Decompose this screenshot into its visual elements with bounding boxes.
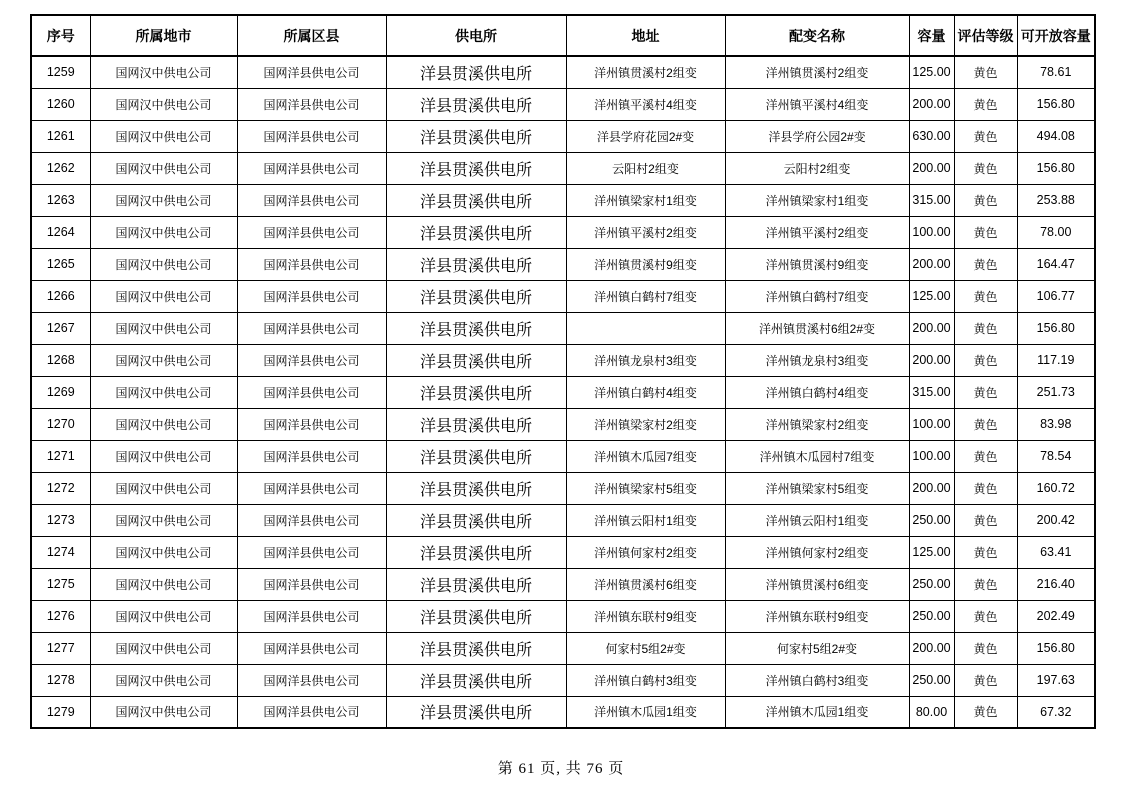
cell-county: 国网洋县供电公司 [237, 472, 386, 504]
cell-address: 洋州镇梁家村2组变 [566, 408, 725, 440]
cell-transformer: 洋州镇何家村2组变 [725, 536, 909, 568]
cell-open_capacity: 106.77 [1017, 280, 1095, 312]
cell-grade: 黄色 [954, 568, 1017, 600]
cell-capacity: 100.00 [909, 440, 954, 472]
table-header-row [31, 15, 1095, 56]
cell-county: 国网洋县供电公司 [237, 440, 386, 472]
cell-capacity: 125.00 [909, 280, 954, 312]
cell-county: 国网洋县供电公司 [237, 344, 386, 376]
cell-county: 国网洋县供电公司 [237, 696, 386, 728]
cell-transformer: 洋州镇平溪村2组变 [725, 216, 909, 248]
cell-open_capacity: 253.88 [1017, 184, 1095, 216]
cell-capacity: 250.00 [909, 504, 954, 536]
cell-address: 洋州镇木瓜园7组变 [566, 440, 725, 472]
cell-grade: 黄色 [954, 344, 1017, 376]
cell-station: 洋县贯溪供电所 [386, 696, 566, 728]
cell-city: 国网汉中供电公司 [90, 312, 237, 344]
cell-city: 国网汉中供电公司 [90, 568, 237, 600]
cell-capacity: 125.00 [909, 56, 954, 88]
cell-address: 云阳村2组变 [566, 152, 725, 184]
cell-transformer: 洋州镇梁家村1组变 [725, 184, 909, 216]
table-row [31, 472, 1095, 504]
cell-grade: 黄色 [954, 88, 1017, 120]
cell-serial: 1278 [31, 664, 90, 696]
table-row [31, 504, 1095, 536]
cell-open_capacity: 216.40 [1017, 568, 1095, 600]
cell-open_capacity: 63.41 [1017, 536, 1095, 568]
cell-serial: 1274 [31, 536, 90, 568]
cell-county: 国网洋县供电公司 [237, 504, 386, 536]
cell-open_capacity: 251.73 [1017, 376, 1095, 408]
cell-grade: 黄色 [954, 216, 1017, 248]
cell-county: 国网洋县供电公司 [237, 56, 386, 88]
cell-open_capacity: 78.00 [1017, 216, 1095, 248]
cell-capacity: 250.00 [909, 568, 954, 600]
cell-county: 国网洋县供电公司 [237, 632, 386, 664]
cell-address: 洋州镇木瓜园1组变 [566, 696, 725, 728]
cell-capacity: 315.00 [909, 184, 954, 216]
cell-address: 洋州镇平溪村4组变 [566, 88, 725, 120]
cell-city: 国网汉中供电公司 [90, 216, 237, 248]
cell-capacity: 315.00 [909, 376, 954, 408]
cell-transformer: 洋州镇东联村9组变 [725, 600, 909, 632]
cell-serial: 1266 [31, 280, 90, 312]
cell-serial: 1269 [31, 376, 90, 408]
cell-open_capacity: 156.80 [1017, 152, 1095, 184]
table-body [31, 56, 1095, 728]
cell-capacity: 100.00 [909, 216, 954, 248]
cell-grade: 黄色 [954, 696, 1017, 728]
cell-station: 洋县贯溪供电所 [386, 248, 566, 280]
cell-city: 国网汉中供电公司 [90, 632, 237, 664]
cell-grade: 黄色 [954, 312, 1017, 344]
cell-grade: 黄色 [954, 248, 1017, 280]
cell-capacity: 200.00 [909, 152, 954, 184]
column-header-station: 供电所 [386, 15, 566, 56]
table-row [31, 536, 1095, 568]
cell-capacity: 80.00 [909, 696, 954, 728]
cell-station: 洋县贯溪供电所 [386, 120, 566, 152]
cell-address [566, 312, 725, 344]
cell-city: 国网汉中供电公司 [90, 184, 237, 216]
cell-county: 国网洋县供电公司 [237, 152, 386, 184]
cell-transformer: 洋州镇白鹤村3组变 [725, 664, 909, 696]
cell-transformer: 洋州镇贯溪村9组变 [725, 248, 909, 280]
cell-address: 洋州镇白鹤村4组变 [566, 376, 725, 408]
table-row [31, 120, 1095, 152]
cell-city: 国网汉中供电公司 [90, 376, 237, 408]
cell-serial: 1271 [31, 440, 90, 472]
cell-capacity: 630.00 [909, 120, 954, 152]
cell-station: 洋县贯溪供电所 [386, 568, 566, 600]
cell-open_capacity: 67.32 [1017, 696, 1095, 728]
cell-grade: 黄色 [954, 152, 1017, 184]
cell-capacity: 200.00 [909, 88, 954, 120]
cell-county: 国网洋县供电公司 [237, 248, 386, 280]
cell-serial: 1272 [31, 472, 90, 504]
cell-capacity: 200.00 [909, 248, 954, 280]
cell-grade: 黄色 [954, 504, 1017, 536]
cell-station: 洋县贯溪供电所 [386, 472, 566, 504]
cell-serial: 1267 [31, 312, 90, 344]
cell-grade: 黄色 [954, 120, 1017, 152]
cell-station: 洋县贯溪供电所 [386, 216, 566, 248]
cell-capacity: 200.00 [909, 472, 954, 504]
cell-capacity: 125.00 [909, 536, 954, 568]
cell-city: 国网汉中供电公司 [90, 440, 237, 472]
cell-city: 国网汉中供电公司 [90, 248, 237, 280]
cell-address: 洋州镇云阳村1组变 [566, 504, 725, 536]
cell-transformer: 洋州镇贯溪村6组2#变 [725, 312, 909, 344]
cell-transformer: 洋州镇梁家村5组变 [725, 472, 909, 504]
cell-serial: 1277 [31, 632, 90, 664]
cell-county: 国网洋县供电公司 [237, 312, 386, 344]
cell-open_capacity: 197.63 [1017, 664, 1095, 696]
cell-city: 国网汉中供电公司 [90, 504, 237, 536]
table-row [31, 568, 1095, 600]
cell-transformer: 洋州镇木瓜园1组变 [725, 696, 909, 728]
cell-serial: 1275 [31, 568, 90, 600]
table-row [31, 88, 1095, 120]
cell-open_capacity: 78.54 [1017, 440, 1095, 472]
table-row [31, 664, 1095, 696]
cell-open_capacity: 156.80 [1017, 312, 1095, 344]
cell-open_capacity: 117.19 [1017, 344, 1095, 376]
cell-city: 国网汉中供电公司 [90, 664, 237, 696]
cell-serial: 1264 [31, 216, 90, 248]
cell-station: 洋县贯溪供电所 [386, 600, 566, 632]
cell-grade: 黄色 [954, 536, 1017, 568]
cell-station: 洋县贯溪供电所 [386, 632, 566, 664]
cell-county: 国网洋县供电公司 [237, 408, 386, 440]
cell-address: 洋州镇梁家村1组变 [566, 184, 725, 216]
cell-county: 国网洋县供电公司 [237, 88, 386, 120]
cell-county: 国网洋县供电公司 [237, 664, 386, 696]
cell-city: 国网汉中供电公司 [90, 344, 237, 376]
cell-address: 洋州镇贯溪村6组变 [566, 568, 725, 600]
cell-serial: 1259 [31, 56, 90, 88]
cell-city: 国网汉中供电公司 [90, 280, 237, 312]
column-header-open_capacity: 可开放容量 [1017, 15, 1095, 56]
cell-transformer: 洋州镇梁家村2组变 [725, 408, 909, 440]
cell-transformer: 洋县学府公园2#变 [725, 120, 909, 152]
cell-grade: 黄色 [954, 472, 1017, 504]
table-row [31, 696, 1095, 728]
table-row [31, 216, 1095, 248]
cell-capacity: 250.00 [909, 600, 954, 632]
cell-station: 洋县贯溪供电所 [386, 664, 566, 696]
cell-grade: 黄色 [954, 56, 1017, 88]
cell-county: 国网洋县供电公司 [237, 536, 386, 568]
cell-city: 国网汉中供电公司 [90, 56, 237, 88]
cell-capacity: 100.00 [909, 408, 954, 440]
cell-capacity: 200.00 [909, 344, 954, 376]
cell-address: 洋州镇梁家村5组变 [566, 472, 725, 504]
cell-station: 洋县贯溪供电所 [386, 408, 566, 440]
cell-county: 国网洋县供电公司 [237, 280, 386, 312]
cell-county: 国网洋县供电公司 [237, 376, 386, 408]
cell-city: 国网汉中供电公司 [90, 120, 237, 152]
cell-grade: 黄色 [954, 408, 1017, 440]
cell-address: 洋州镇何家村2组变 [566, 536, 725, 568]
page-number-footer: 第 61 页, 共 76 页 [497, 761, 625, 777]
table-row [31, 184, 1095, 216]
cell-open_capacity: 494.08 [1017, 120, 1095, 152]
cell-county: 国网洋县供电公司 [237, 120, 386, 152]
cell-station: 洋县贯溪供电所 [386, 280, 566, 312]
cell-station: 洋县贯溪供电所 [386, 152, 566, 184]
cell-station: 洋县贯溪供电所 [386, 184, 566, 216]
cell-serial: 1263 [31, 184, 90, 216]
table-row [31, 600, 1095, 632]
cell-transformer: 洋州镇白鹤村4组变 [725, 376, 909, 408]
cell-capacity: 200.00 [909, 312, 954, 344]
cell-grade: 黄色 [954, 376, 1017, 408]
cell-county: 国网洋县供电公司 [237, 600, 386, 632]
cell-open_capacity: 164.47 [1017, 248, 1095, 280]
cell-station: 洋县贯溪供电所 [386, 504, 566, 536]
column-header-county: 所属区县 [237, 15, 386, 56]
cell-transformer: 洋州镇木瓜园村7组变 [725, 440, 909, 472]
cell-serial: 1279 [31, 696, 90, 728]
cell-open_capacity: 78.61 [1017, 56, 1095, 88]
cell-city: 国网汉中供电公司 [90, 408, 237, 440]
table-row [31, 632, 1095, 664]
cell-capacity: 250.00 [909, 664, 954, 696]
cell-county: 国网洋县供电公司 [237, 216, 386, 248]
cell-city: 国网汉中供电公司 [90, 696, 237, 728]
cell-transformer: 洋州镇白鹤村7组变 [725, 280, 909, 312]
cell-transformer: 洋州镇贯溪村6组变 [725, 568, 909, 600]
cell-station: 洋县贯溪供电所 [386, 440, 566, 472]
cell-county: 国网洋县供电公司 [237, 568, 386, 600]
cell-serial: 1268 [31, 344, 90, 376]
column-header-transformer: 配变名称 [725, 15, 909, 56]
cell-serial: 1262 [31, 152, 90, 184]
table-row [31, 440, 1095, 472]
cell-serial: 1260 [31, 88, 90, 120]
cell-city: 国网汉中供电公司 [90, 536, 237, 568]
cell-station: 洋县贯溪供电所 [386, 88, 566, 120]
cell-grade: 黄色 [954, 632, 1017, 664]
column-header-address: 地址 [566, 15, 725, 56]
cell-station: 洋县贯溪供电所 [386, 344, 566, 376]
cell-capacity: 200.00 [909, 632, 954, 664]
table-row [31, 248, 1095, 280]
cell-transformer: 洋州镇平溪村4组变 [725, 88, 909, 120]
cell-address: 何家村5组2#变 [566, 632, 725, 664]
cell-serial: 1273 [31, 504, 90, 536]
cell-grade: 黄色 [954, 664, 1017, 696]
cell-transformer: 洋州镇龙泉村3组变 [725, 344, 909, 376]
cell-open_capacity: 83.98 [1017, 408, 1095, 440]
cell-address: 洋州镇白鹤村7组变 [566, 280, 725, 312]
table-row [31, 280, 1095, 312]
cell-open_capacity: 202.49 [1017, 600, 1095, 632]
table-row [31, 344, 1095, 376]
cell-transformer: 云阳村2组变 [725, 152, 909, 184]
column-header-grade: 评估等级 [954, 15, 1017, 56]
cell-grade: 黄色 [954, 600, 1017, 632]
cell-address: 洋州镇贯溪村9组变 [566, 248, 725, 280]
cell-open_capacity: 160.72 [1017, 472, 1095, 504]
cell-serial: 1276 [31, 600, 90, 632]
cell-open_capacity: 156.80 [1017, 88, 1095, 120]
cell-grade: 黄色 [954, 280, 1017, 312]
table-row [31, 56, 1095, 88]
cell-grade: 黄色 [954, 184, 1017, 216]
cell-address: 洋州镇龙泉村3组变 [566, 344, 725, 376]
cell-city: 国网汉中供电公司 [90, 600, 237, 632]
cell-open_capacity: 156.80 [1017, 632, 1095, 664]
table-row [31, 408, 1095, 440]
cell-city: 国网汉中供电公司 [90, 88, 237, 120]
cell-city: 国网汉中供电公司 [90, 472, 237, 504]
column-header-serial: 序号 [31, 15, 90, 56]
cell-open_capacity: 200.42 [1017, 504, 1095, 536]
cell-address: 洋县学府花园2#变 [566, 120, 725, 152]
cell-address: 洋州镇平溪村2组变 [566, 216, 725, 248]
cell-transformer: 洋州镇贯溪村2组变 [725, 56, 909, 88]
cell-serial: 1261 [31, 120, 90, 152]
table-row [31, 376, 1095, 408]
cell-grade: 黄色 [954, 440, 1017, 472]
cell-city: 国网汉中供电公司 [90, 152, 237, 184]
cell-transformer: 何家村5组2#变 [725, 632, 909, 664]
cell-station: 洋县贯溪供电所 [386, 56, 566, 88]
column-header-city: 所属地市 [90, 15, 237, 56]
table-row [31, 312, 1095, 344]
cell-serial: 1265 [31, 248, 90, 280]
transformer-capacity-table [30, 14, 1096, 729]
cell-transformer: 洋州镇云阳村1组变 [725, 504, 909, 536]
cell-station: 洋县贯溪供电所 [386, 312, 566, 344]
column-header-capacity: 容量 [909, 15, 954, 56]
cell-address: 洋州镇白鹤村3组变 [566, 664, 725, 696]
cell-address: 洋州镇东联村9组变 [566, 600, 725, 632]
cell-county: 国网洋县供电公司 [237, 184, 386, 216]
cell-station: 洋县贯溪供电所 [386, 536, 566, 568]
table-row [31, 152, 1095, 184]
cell-serial: 1270 [31, 408, 90, 440]
cell-station: 洋县贯溪供电所 [386, 376, 566, 408]
cell-address: 洋州镇贯溪村2组变 [566, 56, 725, 88]
